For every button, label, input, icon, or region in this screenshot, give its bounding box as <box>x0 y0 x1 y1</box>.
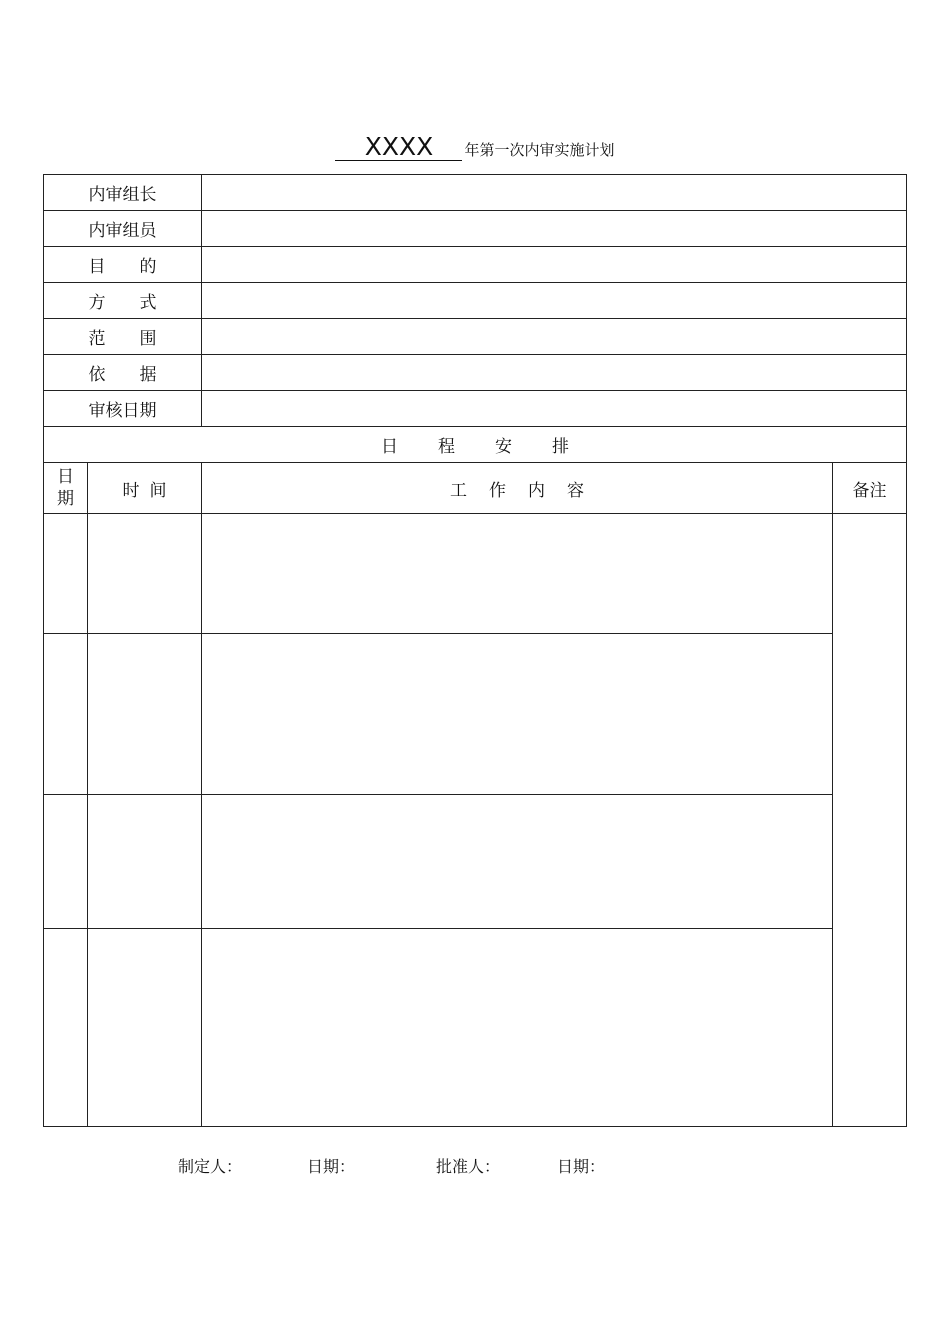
schedule-note-cell[interactable] <box>833 514 907 1127</box>
column-header-note: 备注 <box>833 463 907 514</box>
label-purpose: 目 的 <box>44 247 202 283</box>
title-year-field[interactable]: XXXX <box>335 134 462 161</box>
value-audit-leader[interactable] <box>202 175 907 211</box>
schedule-row <box>44 514 907 634</box>
title-text: 年第一次内审实施计划 <box>464 141 615 159</box>
document-title <box>0 134 950 165</box>
schedule-work-cell[interactable] <box>202 514 833 634</box>
signature-footer <box>0 1154 950 1178</box>
info-row-purpose <box>44 247 907 283</box>
label-basis: 依 据 <box>44 355 202 391</box>
value-basis[interactable] <box>202 355 907 391</box>
schedule-column-headers <box>44 463 907 514</box>
schedule-date-cell[interactable] <box>44 514 88 634</box>
schedule-work-cell[interactable] <box>202 795 833 929</box>
schedule-row <box>44 929 907 1127</box>
schedule-work-cell[interactable] <box>202 929 833 1127</box>
column-header-date: 日期 <box>44 463 88 514</box>
info-row-leader <box>44 175 907 211</box>
schedule-row <box>44 795 907 929</box>
schedule-date-cell[interactable] <box>44 795 88 929</box>
value-audit-members[interactable] <box>202 211 907 247</box>
label-audit-date: 审核日期 <box>44 391 202 427</box>
schedule-time-cell[interactable] <box>88 929 202 1127</box>
info-row-basis <box>44 355 907 391</box>
maker-label: 制定人： <box>178 1157 243 1176</box>
schedule-work-cell[interactable] <box>202 634 833 795</box>
value-purpose[interactable] <box>202 247 907 283</box>
info-row-members <box>44 211 907 247</box>
label-audit-leader: 内审组长 <box>44 175 202 211</box>
schedule-heading-row <box>44 427 907 463</box>
label-method: 方 式 <box>44 283 202 319</box>
value-scope[interactable] <box>202 319 907 355</box>
info-row-method <box>44 283 907 319</box>
label-scope: 范 围 <box>44 319 202 355</box>
value-method[interactable] <box>202 283 907 319</box>
column-header-time: 时间 <box>88 463 202 514</box>
schedule-date-cell[interactable] <box>44 634 88 795</box>
schedule-time-cell[interactable] <box>88 514 202 634</box>
schedule-heading: 日程安排 <box>44 427 907 463</box>
audit-plan-table <box>43 174 907 1127</box>
info-row-audit-date <box>44 391 907 427</box>
schedule-time-cell[interactable] <box>88 634 202 795</box>
schedule-date-cell[interactable] <box>44 929 88 1127</box>
approver-label: 批准人： <box>436 1157 501 1176</box>
column-header-work-content: 工作内容 <box>202 463 833 514</box>
schedule-time-cell[interactable] <box>88 795 202 929</box>
date-label-approver: 日期： <box>557 1157 606 1176</box>
label-audit-members: 内审组员 <box>44 211 202 247</box>
info-row-scope <box>44 319 907 355</box>
value-audit-date[interactable] <box>202 391 907 427</box>
schedule-row <box>44 634 907 795</box>
date-label-maker: 日期： <box>307 1157 356 1176</box>
